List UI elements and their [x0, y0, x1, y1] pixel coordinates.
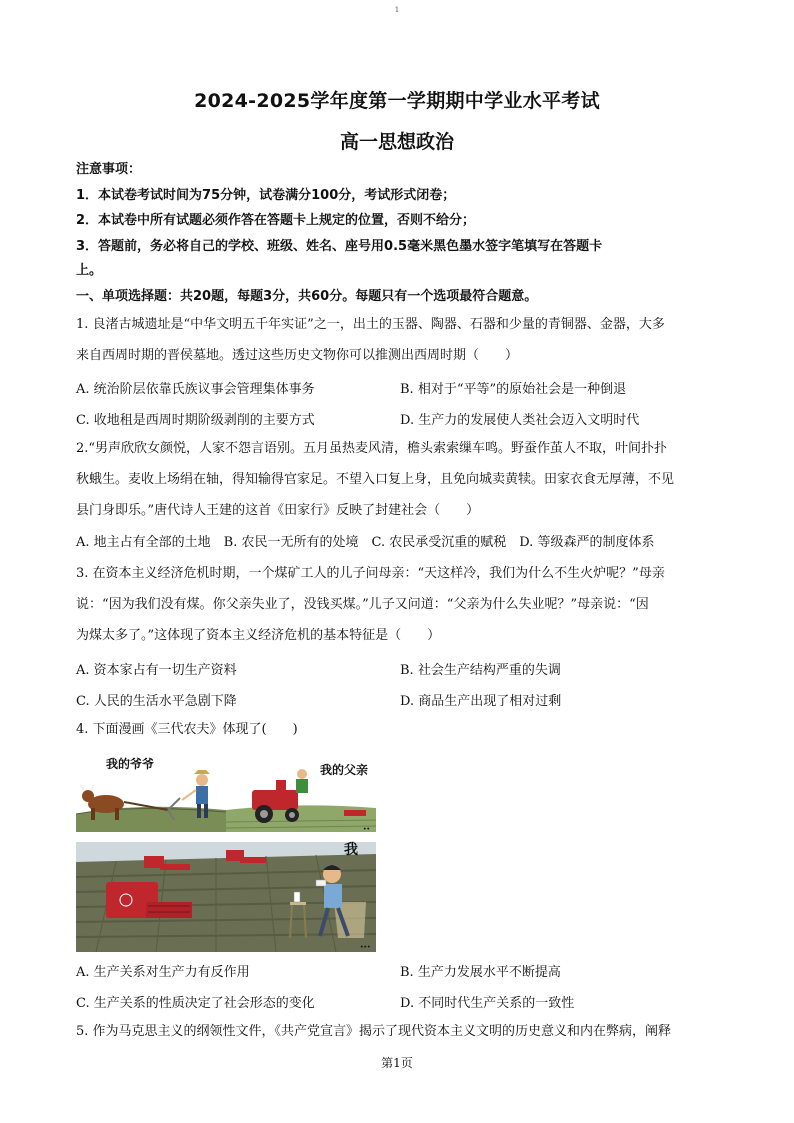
three-generations-cartoon: [76, 752, 376, 952]
exam-title: 2024-2025学年度第一学期期中学业水平考试: [194, 90, 600, 112]
q2-options: A. 地主占有全部的土地 B. 农民一无所有的处境 C. 农民承受沉重的赋税 D. 等级森严的制度体系: [76, 535, 655, 550]
dots-bottom: ···: [360, 942, 371, 952]
notice-item-2: 2．本试卷中所有试题必须作答在答题卡上规定的位置，否则不给分；: [76, 213, 476, 228]
q1-option-c: C. 收地租是西周时期阶级剥削的主要方式: [76, 413, 315, 428]
q2-stem-line-2: 秋蛾生。麦收上场绢在轴，得知输得官家足。不望入口复上身，且免向城卖黄犊。田家衣食无厚薄，不见: [76, 472, 675, 487]
q5-stem-line-1: 5. 作为马克思主义的纲领性文件，《共产党宣言》揭示了现代资本主义文明的历史意义和内在弊病，阐释: [76, 1024, 672, 1039]
q4-option-b: B. 生产力发展水平不断提高: [400, 965, 561, 980]
q3-stem-line-3: 为煤太多了。”这体现了资本主义经济危机的基本特征是（ ）: [76, 628, 441, 643]
notice-heading: 注意事项：: [76, 162, 142, 177]
q3-option-a: A. 资本家占有一切生产资料: [76, 663, 237, 678]
q1-stem-line-2: 来自西周时期的晋侯墓地。透过这些历史文物你可以推测出西周时期（ ）: [76, 348, 519, 363]
label-grandpa: 我的爷爷: [106, 757, 155, 771]
cartoon-illustration: [76, 752, 376, 952]
page-number: 第1页: [381, 1056, 413, 1070]
q3-option-c: C. 人民的生活水平急剧下降: [76, 694, 237, 709]
me-panel: [76, 841, 376, 952]
father-panel: [226, 762, 376, 835]
q4-option-a: A. 生产关系对生产力有反作用: [76, 965, 250, 980]
section-heading: 一、单项选择题：共20题，每题3分，共60分。每题只有一个选项最符合题意。: [76, 289, 538, 304]
label-father: 我的父亲: [320, 763, 369, 777]
page-mark: 1: [394, 6, 400, 14]
q4-stem: 4. 下面漫画《三代农夫》体现了( ): [76, 722, 298, 737]
q4-option-c: C. 生产关系的性质决定了社会形态的变化: [76, 996, 315, 1011]
q2-stem-line-3: 县门身即乐。”唐代诗人王建的这首《田家行》反映了封建社会（ ）: [76, 503, 480, 518]
q1-option-a: A. 统治阶层依靠氏族议事会管理集体事务: [76, 382, 315, 397]
notice-item-3: 3．答题前，务必将自己的学校、班级、姓名、座号用0.5毫米黑色墨水签字笔填写在答题卡: [76, 239, 603, 254]
notice-item-3-cont: 上。: [76, 263, 103, 278]
q2-stem-line-1: 2.“男声欣欣女颜悦，人家不怨言语别。五月虽热麦风清，檐头索索缫车鸣。野蚕作茧人不取，叶间扑扑: [76, 441, 668, 456]
dots-top: ··: [363, 824, 370, 835]
q1-option-b: B. 相对于“平等”的原始社会是一种倒退: [400, 382, 627, 397]
q3-stem-line-2: 说：“因为我们没有煤。你父亲失业了，没钱买煤。”儿子又问道：“父亲为什么失业呢？”母亲说：“因: [76, 597, 649, 612]
notice-item-1: 1．本试卷考试时间为75分钟，试卷满分100分，考试形式闭卷；: [76, 188, 456, 203]
q3-option-b: B. 社会生产结构严重的失调: [400, 663, 561, 678]
q1-stem-line-1: 1. 良渚古城遗址是“中华文明五千年实证”之一，出土的玉器、陶器、石器和少量的青铜器、金器，大多: [76, 317, 665, 332]
exam-subject: 高一思想政治: [339, 131, 454, 153]
q1-option-d: D. 生产力的发展使人类社会迈入文明时代: [400, 413, 640, 428]
q4-option-d: D. 不同时代生产关系的一致性: [400, 996, 575, 1011]
label-me: 我: [344, 841, 358, 857]
grandpa-panel: [76, 756, 226, 832]
q3-option-d: D. 商品生产出现了相对过剩: [400, 694, 562, 709]
q3-stem-line-1: 3. 在资本主义经济危机时期，一个煤矿工人的儿子问母亲：“天这样冷，我们为什么不生火炉呢？”母亲: [76, 566, 665, 581]
